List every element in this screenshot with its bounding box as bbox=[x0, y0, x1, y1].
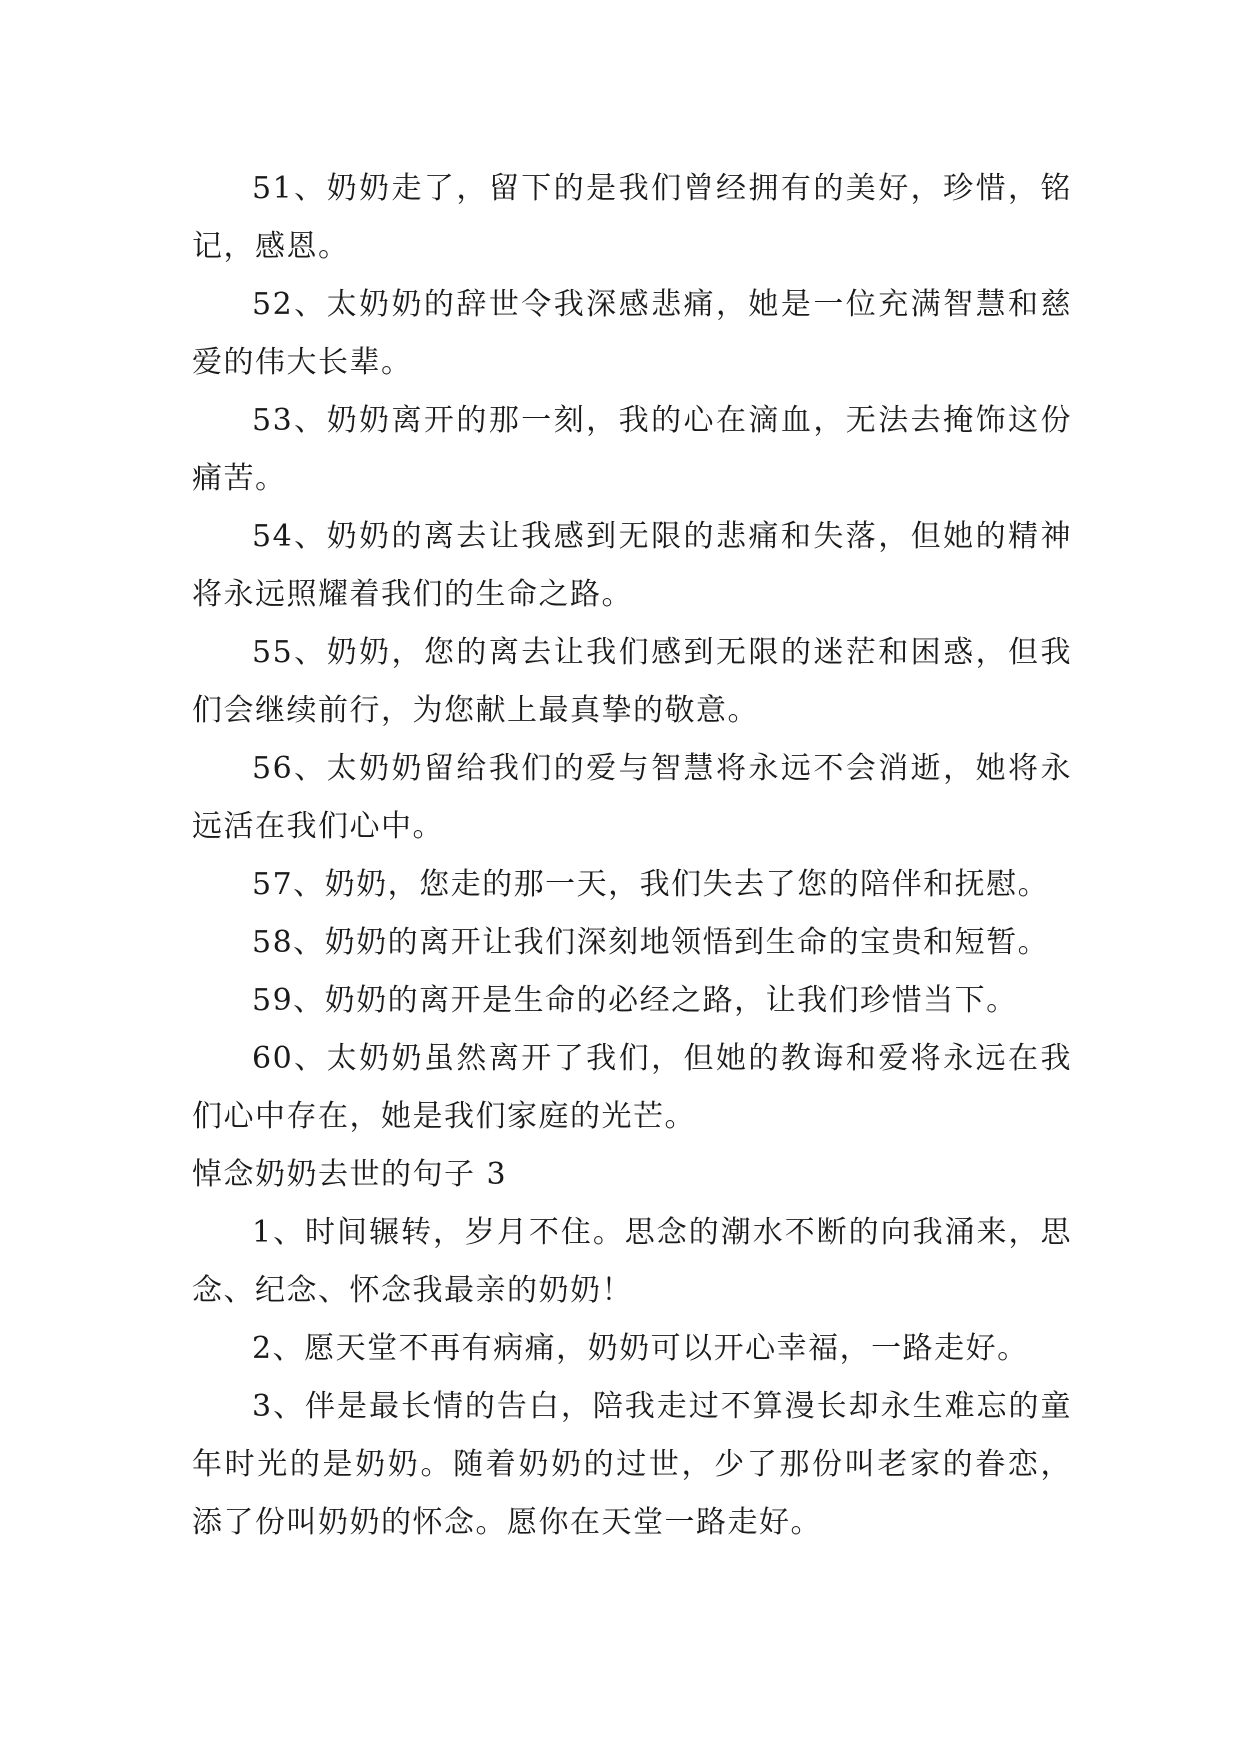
section-heading: 悼念奶奶去世的句子 3 bbox=[192, 1157, 508, 1192]
paragraph-s3-1: 1、时间辗转，岁月不住。思念的潮水不断的向我涌来，思念、纪念、怀念我最亲的奶奶！ bbox=[192, 1215, 1072, 1308]
paragraph-59: 59、奶奶的离开是生命的必经之路，让我们珍惜当下。 bbox=[252, 983, 1018, 1018]
paragraph-53: 53、奶奶离开的那一刻，我的心在滴血，无法去掩饰这份痛苦。 bbox=[192, 403, 1072, 496]
paragraph-58: 58、奶奶的离开让我们深刻地领悟到生命的宝贵和短暂。 bbox=[252, 925, 1050, 960]
paragraph-s3-2: 2、愿天堂不再有病痛，奶奶可以开心幸福，一路走好。 bbox=[252, 1331, 1029, 1366]
paragraph-60: 60、太奶奶虽然离开了我们，但她的教诲和爱将永远在我们心中存在，她是我们家庭的光芒。 bbox=[192, 1041, 1072, 1134]
paragraph-56: 56、太奶奶留给我们的爱与智慧将永远不会消逝，她将永远活在我们心中。 bbox=[192, 751, 1072, 844]
paragraph-54: 54、奶奶的离去让我感到无限的悲痛和失落，但她的精神将永远照耀着我们的生命之路。 bbox=[192, 519, 1072, 612]
paragraph-52: 52、太奶奶的辞世令我深感悲痛，她是一位充满智慧和慈爱的伟大长辈。 bbox=[192, 287, 1072, 380]
paragraph-57: 57、奶奶，您走的那一天，我们失去了您的陪伴和抚慰。 bbox=[252, 867, 1050, 902]
paragraph-55: 55、奶奶，您的离去让我们感到无限的迷茫和困惑，但我们会继续前行，为您献上最真挚的敬意。 bbox=[192, 635, 1072, 728]
paragraph-s3-3: 3、伴是最长情的告白，陪我走过不算漫长却永生难忘的童年时光的是奶奶。随着奶奶的过世，少了那份叫老家的眷恋，添了份叫奶奶的怀念。愿你在天堂一路走好。 bbox=[192, 1389, 1072, 1540]
document-body bbox=[192, 160, 1072, 1552]
paragraph-51: 51、奶奶走了，留下的是我们曾经拥有的美好，珍惜，铭记，感恩。 bbox=[192, 171, 1072, 264]
